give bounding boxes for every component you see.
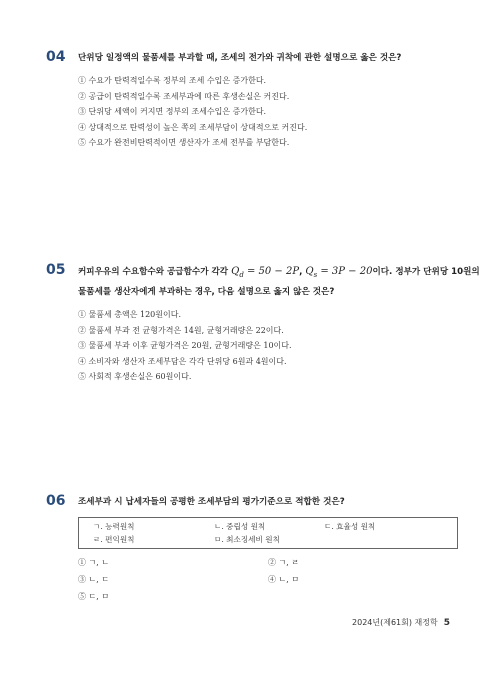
stem-text: 커피우유의 수요함수와 공급함수가 각각 bbox=[78, 267, 232, 277]
option-2: ② 공급이 탄력적일수록 조세부과에 따른 후생손실은 커진다. bbox=[78, 91, 290, 101]
option-list bbox=[78, 73, 458, 151]
question-number: 04 bbox=[46, 49, 66, 65]
option-5: ⑤ ㄷ, ㅁ bbox=[78, 592, 110, 601]
supply-function: $Q_s = 3P - 20$ bbox=[305, 266, 373, 279]
stem-line-2: 물품세를 생산자에게 부과하는 경우, 다음 설명으로 옳지 않은 것은? bbox=[78, 287, 335, 297]
option-list bbox=[78, 307, 458, 385]
question-stem bbox=[78, 263, 480, 301]
choice-a: ㄱ. 능력원칙 bbox=[93, 522, 135, 531]
option-5: ⑤ 사회적 후생손실은 60원이다. bbox=[78, 372, 192, 382]
choice-c: ㄷ. 효율성 원칙 bbox=[324, 522, 376, 531]
option-3: ③ 단위당 세액이 커지면 정부의 조세수입은 증가한다. bbox=[78, 107, 267, 117]
stem-separator: , bbox=[299, 267, 306, 277]
page-footer bbox=[300, 617, 450, 628]
option-1: ① 물품세 총액은 120원이다. bbox=[78, 310, 181, 319]
choices-box bbox=[78, 517, 458, 549]
question-number: 06 bbox=[46, 493, 66, 509]
question-05 bbox=[46, 262, 480, 385]
option-3: ③ ㄴ, ㄷ bbox=[78, 575, 110, 584]
option-1: ① 수요가 탄력적일수록 정부의 조세 수입은 증가한다. bbox=[78, 76, 267, 85]
demand-function: $Q_d = 50 - 2P$ bbox=[231, 266, 300, 279]
option-4: ④ 소비자와 생산자 조세부담은 각각 단위당 6원과 4원이다. bbox=[78, 356, 287, 366]
choice-b: ㄴ. 중립성 원칙 bbox=[214, 522, 266, 531]
page-number: 5 bbox=[443, 618, 450, 628]
option-2: ② 물품세 부과 전 균형가격은 14원, 균형거래량은 22이다. bbox=[78, 325, 284, 335]
option-5: ⑤ 수요가 완전비탄력적이면 생산자가 조세 전부를 부담한다. bbox=[78, 138, 290, 148]
question-06 bbox=[46, 493, 458, 617]
question-number: 05 bbox=[46, 262, 66, 278]
question-stem: 단위당 일정액의 물품세를 부과할 때, 조세의 전가와 귀착에 관한 설명으로 옳은 것은? bbox=[78, 53, 402, 63]
question-04 bbox=[46, 49, 458, 151]
stem-text: 이다. 정부가 단위당 10원의 bbox=[372, 267, 480, 277]
option-1: ① ㄱ, ㄴ bbox=[78, 558, 110, 567]
option-2: ② ㄱ, ㄹ bbox=[268, 558, 300, 567]
option-4: ④ ㄴ, ㅁ bbox=[268, 575, 300, 584]
question-stem: 조세부과 시 납세자들의 공평한 조세부담의 평가기준으로 적합한 것은? bbox=[78, 497, 345, 507]
option-3: ③ 물품세 부과 이후 균형가격은 20원, 균형거래량은 10이다. bbox=[78, 341, 292, 351]
choice-e: ㅁ. 최소징세비 원칙 bbox=[214, 535, 280, 544]
option-grid bbox=[78, 557, 458, 617]
choice-d: ㄹ. 편익원칙 bbox=[93, 535, 135, 544]
exam-title: 2024년(제61회) 재정학 bbox=[352, 618, 438, 627]
option-4: ④ 상대적으로 탄력성이 높은 쪽의 조세부담이 상대적으로 커진다. bbox=[78, 122, 308, 132]
